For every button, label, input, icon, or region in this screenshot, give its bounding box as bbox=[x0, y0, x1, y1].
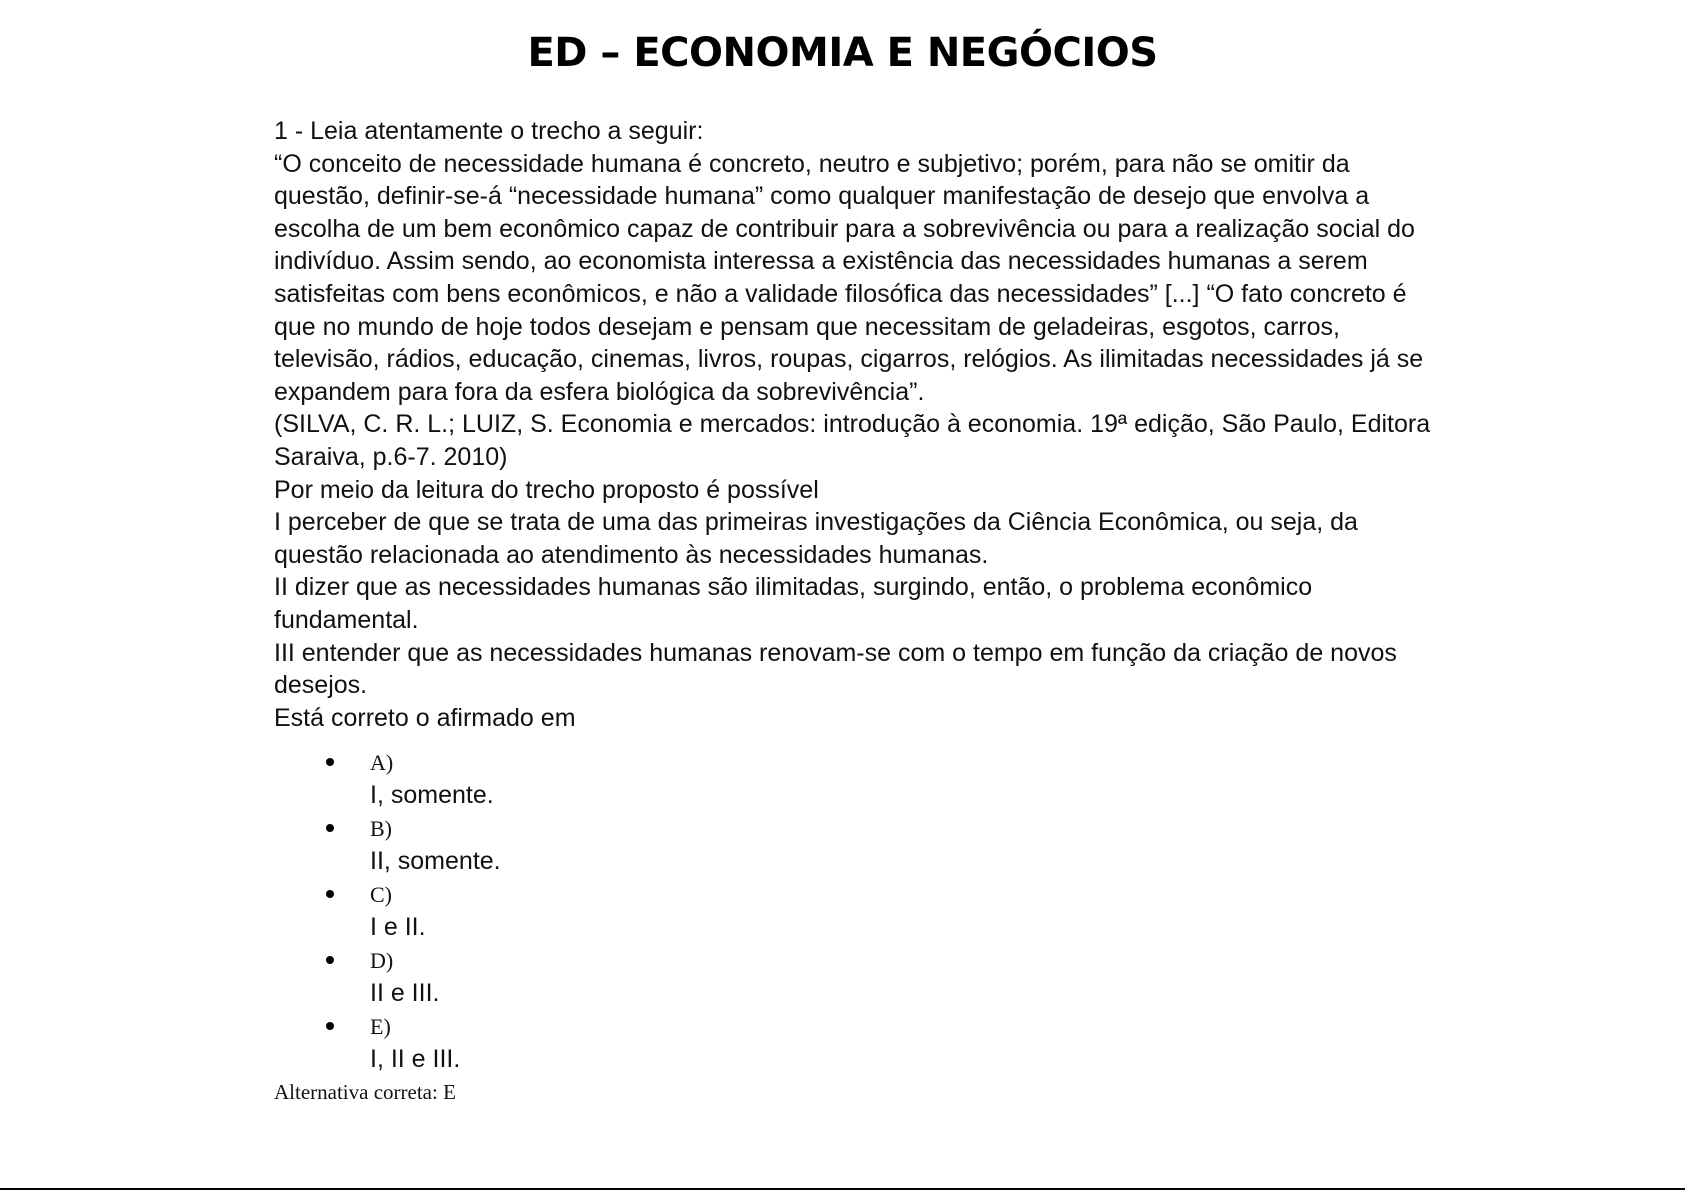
bottom-divider bbox=[0, 1188, 1685, 1190]
option-text: II e III. bbox=[370, 979, 440, 1008]
question-quote: “O conceito de necessidade humana é concreto, neutro e subjetivo; porém, para não se omitir da questão, definir-se-á “necessidade humana” como qualquer manifestação de desejo que envolva a escolha de um bem econômico capaz de contribuir para a sobrevivência ou para a realização social do indivíduo. Assim sendo, ao economista interessa a existência das necessidades humanas a serem satisfeitas com bens econômicos, e não a validade filosófica das necessidades” [...] “O fato concreto é que no mundo de hoje todos desejam e pensam que necessitam de geladeiras, esgotos, carros, televisão, rádios, educação, cinemas, livros, roupas, cigarros, relógios. As ilimitadas necessidades já se expandem para fora da esfera biológica da sobrevivência”. bbox=[274, 149, 1424, 406]
question-intro: 1 - Leia atentamente o trecho a seguir: bbox=[274, 117, 704, 145]
bullet-icon bbox=[326, 890, 334, 898]
option-text: II, somente. bbox=[370, 847, 501, 876]
question-closing: Está correto o afirmado em bbox=[274, 703, 576, 732]
page-title: ED – ECONOMIA E NEGÓCIOS bbox=[527, 30, 1158, 76]
option-letter: C) bbox=[370, 882, 392, 908]
option-c[interactable] bbox=[274, 878, 1434, 944]
option-text: I, II e III. bbox=[370, 1045, 461, 1074]
correct-answer: Alternativa correta: E bbox=[274, 1080, 456, 1105]
statement-1: I perceber de que se trata de uma das primeiras investigações da Ciência Econômica, ou seja, da questão relacionada ao atendimento às necessidades humanas. bbox=[274, 508, 1358, 569]
bullet-icon bbox=[326, 758, 334, 766]
option-text: I, somente. bbox=[370, 781, 494, 810]
statement-2: II dizer que as necessidades humanas são ilimitadas, surgindo, então, o problema econômico fundamental. bbox=[274, 573, 1313, 634]
option-letter: B) bbox=[370, 816, 392, 842]
question-prompt: Por meio da leitura do trecho proposto é possível bbox=[274, 475, 819, 504]
option-e[interactable] bbox=[274, 1010, 1434, 1076]
question-block bbox=[274, 115, 1434, 1106]
option-letter: A) bbox=[370, 750, 394, 776]
bullet-icon bbox=[326, 956, 334, 964]
bullet-icon bbox=[326, 1022, 334, 1030]
question-citation: (SILVA, C. R. L.; LUIZ, S. Economia e mercados: introdução à economia. 19ª edição, São Paulo, Editora Saraiva, p.6-7. 2010) bbox=[274, 410, 1431, 471]
option-a[interactable] bbox=[274, 746, 1434, 812]
answer-options bbox=[274, 746, 1434, 1076]
option-letter: D) bbox=[370, 948, 394, 974]
bullet-icon bbox=[326, 824, 334, 832]
option-letter: E) bbox=[370, 1014, 391, 1040]
option-text: I e II. bbox=[370, 913, 426, 942]
option-d[interactable] bbox=[274, 944, 1434, 1010]
statement-3: III entender que as necessidades humanas renovam-se com o tempo em função da criação de novos desejos. bbox=[274, 638, 1397, 700]
option-b[interactable] bbox=[274, 812, 1434, 878]
